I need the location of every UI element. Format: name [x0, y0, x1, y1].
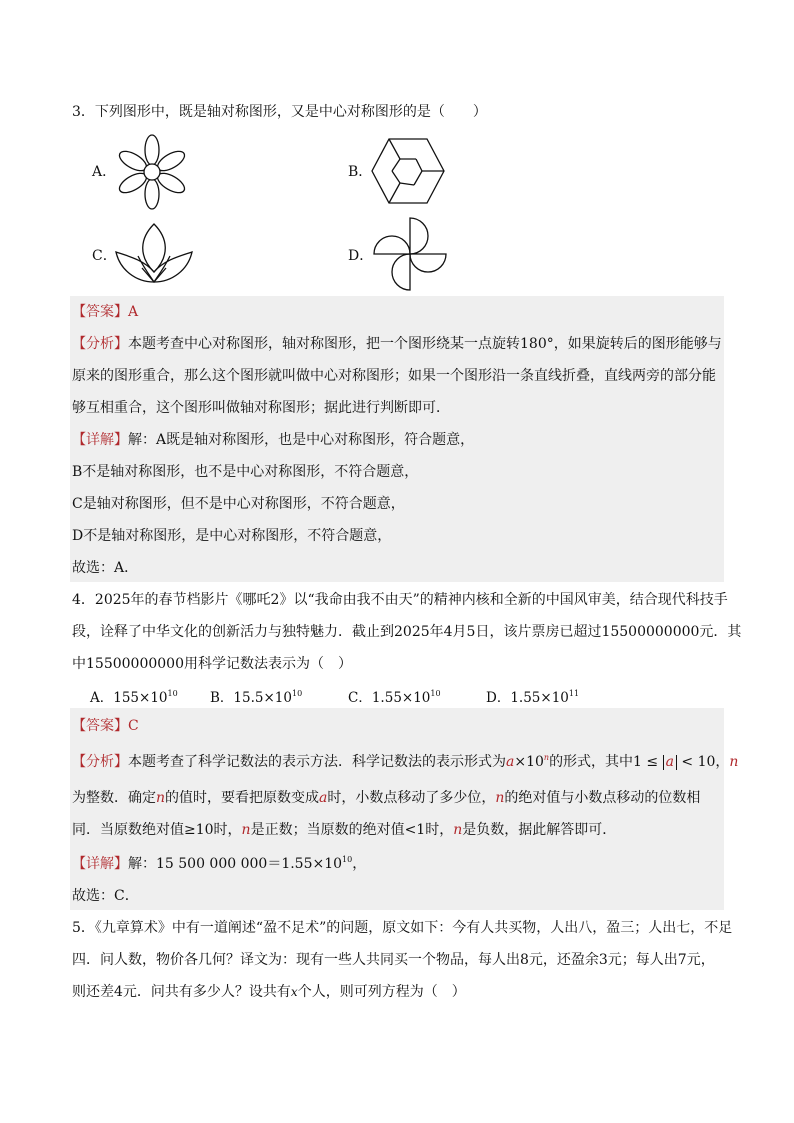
q4-stem-line-1: 4．2025年的春节档影片《哪吒2》以“我命由我不由天”的精神内核和全新的中国风审美，结合现代科技手 [72, 592, 728, 608]
q3-option-a-label[interactable]: A． [92, 164, 117, 180]
q5-stem-line-1: 5．《九章算术》中有一道阐述“盈不足术”的问题，原文如下：今有人共买物，人出八，盈三；人出七，不足 [72, 920, 733, 936]
q3-detail-line-2: B不是轴对称图形，也不是中心对称图形，不符合题意， [72, 464, 419, 480]
q3-analysis-line-1: 【分析】本题考查中心对称图形，轴对称图形，把一个图形绕某一点旋转180°，如果旋转后的图形能够与 [72, 336, 722, 352]
q3-option-d-label[interactable]: D． [348, 248, 374, 264]
hexagon-triangle-icon [370, 137, 446, 205]
q3-option-b-label[interactable]: B． [348, 164, 373, 180]
q4-analysis-line-1: 【分析】本题考查了科学记数法的表示方法．科学记数法的表示形式为$a\times 10^n$的形式，其中1 ≤ a < 10，n [72, 753, 739, 770]
q4-stem-line-2: 段，诠释了中华文化的创新活力与独特魅力．截止到2025年4月5日，该片票房已超过15500000000元．其 [72, 624, 742, 640]
q4-choice-d[interactable]: D．$1.55\times 10^{11}$ [486, 689, 580, 706]
q4-stem-line-3: 中15500000000用科学记数法表示为（ ） [72, 656, 352, 672]
flower-icon [112, 132, 192, 212]
q3-detail-line-5: 故选：A． [72, 560, 139, 576]
q3-analysis-line-2: 原来的图形重合，那么这个图形就叫做中心对称图形；如果一个图形沿一条直线折叠，直线两旁的部分能 [72, 368, 716, 384]
q4-analysis-line-3: 同．当原数绝对值≥10时，n是正数；当原数的绝对值<1时，n是负数，据此解答即可． [72, 822, 617, 838]
q3-detail-line-3: C是轴对称图形，但不是中心对称图形，不符合题意， [72, 496, 405, 512]
lotus-icon [114, 220, 194, 290]
q3-option-c-label[interactable]: C． [92, 248, 117, 264]
q4-solution-block [70, 708, 724, 910]
q4-final: 故选：C． [72, 888, 139, 904]
q4-choice-c[interactable]: C．$1.55\times 10^{10}$ [348, 689, 441, 706]
pinwheel-icon [372, 216, 448, 292]
q3-stem: 3．下列图形中，既是轴对称图形，又是中心对称图形的是（ ） [72, 104, 487, 120]
q3-analysis-line-3: 够互相重合，这个图形叫做轴对称图形；据此进行判断即可． [72, 400, 450, 416]
q5-stem-line-2: 四．问人数，物价各几何？译文为：现有一些人共同买一个物品，每人出8元，还盈余3元；每人出7元， [72, 952, 715, 968]
q5-stem-line-3: 则还差4元．问共有多少人？设共有x个人，则可列方程为（ ） [72, 984, 466, 1000]
q3-detail-line-4: D不是轴对称图形，是中心对称图形，不符合题意， [72, 528, 392, 544]
q3-detail-line-1: 【详解】解：A既是轴对称图形，也是中心对称图形，符合题意， [72, 432, 475, 448]
q4-detail: 【详解】解：15 500 000 $000=1.55\times 10^{10}$， [72, 855, 367, 872]
q4-choice-b[interactable]: B．$15.5\times 10^{10}$ [210, 689, 303, 706]
q4-choice-a[interactable]: A．$155\times 10^{10}$ [90, 689, 178, 706]
q4-answer: 【答案】C [72, 718, 139, 734]
q3-answer: 【答案】A [72, 304, 139, 320]
q4-analysis-line-2: 为整数．确定n的值时，要看把原数变成a时，小数点移动了多少位，n的绝对值与小数点移动的位数相 [72, 790, 701, 806]
